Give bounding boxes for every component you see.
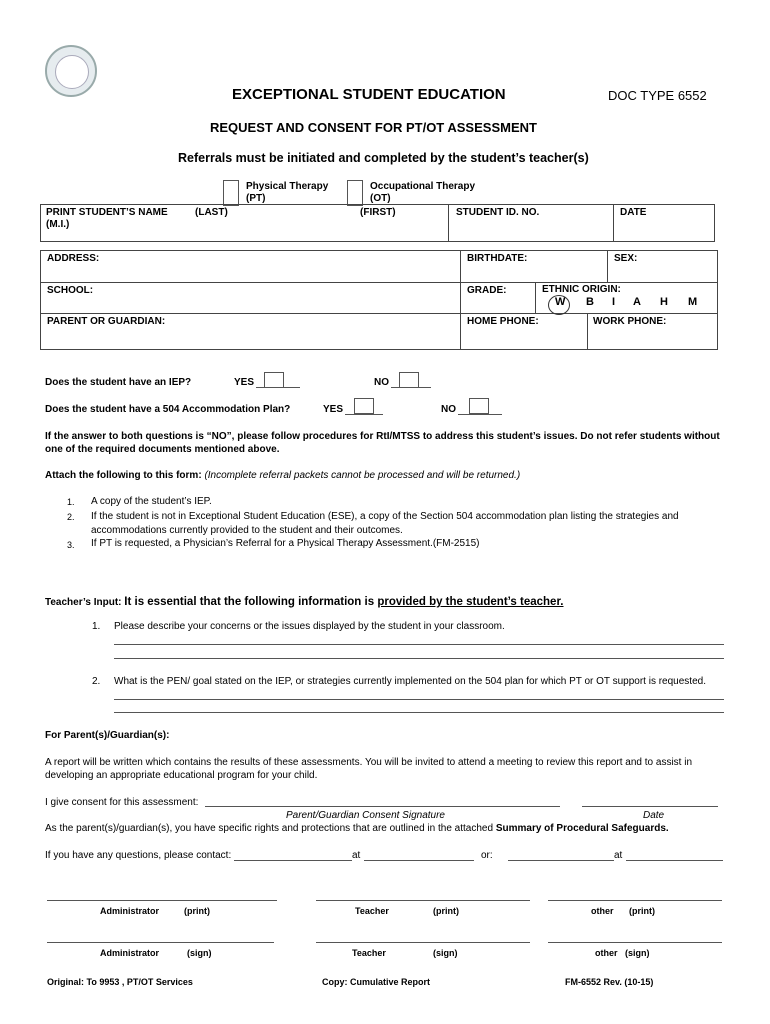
other-print-line[interactable] <box>548 900 722 901</box>
district-seal-logo <box>45 45 97 97</box>
teacher-print-qualifier: (print) <box>433 906 459 916</box>
answer-line-1b[interactable] <box>114 658 724 659</box>
answer-line-2a[interactable] <box>114 699 724 700</box>
admin-sign-line[interactable] <box>47 942 274 943</box>
teacher-input-heading: Teacher’s Input: It is essential that the following information is provided by the student’s teacher. <box>45 596 564 608</box>
ethnic-option-i[interactable]: I <box>612 296 616 308</box>
attachment-number-3: 3. <box>67 540 75 550</box>
parent-guardian-label: PARENT OR GUARDIAN: <box>47 316 166 327</box>
attachment-item-1: A copy of the student’s IEP. <box>91 496 212 507</box>
consent-date-line[interactable] <box>582 806 718 807</box>
other-print-qualifier: (print) <box>629 906 655 916</box>
attachment-number-2: 2. <box>67 512 75 522</box>
plan504-yes-checkbox[interactable] <box>354 398 374 414</box>
first-name-label: (FIRST) <box>360 207 396 218</box>
plan504-no-label: NO <box>441 404 456 415</box>
teacher-print-line[interactable] <box>316 900 530 901</box>
iep-yes-label: YES <box>234 377 255 388</box>
plan504-question: Does the student have a 504 Accommodation Plan? <box>45 404 291 415</box>
pt-label: Physical Therapy (PT) <box>246 181 329 204</box>
teacher-sign-qualifier: (sign) <box>433 948 458 958</box>
answer-line-2b[interactable] <box>114 712 724 713</box>
admin-print-line[interactable] <box>47 900 277 901</box>
ot-label: Occupational Therapy (OT) <box>370 181 476 204</box>
date-caption: Date <box>643 810 665 821</box>
contact-name-line-1[interactable] <box>234 860 352 861</box>
footer-form-number: FM-6552 Rev. (10-15) <box>565 977 654 987</box>
attach-instruction: Attach the following to this form: (Incomplete referral packets cannot be processed and will be returned.) <box>45 470 521 481</box>
iep-no-checkbox[interactable] <box>399 372 419 388</box>
contact-name-line-2[interactable] <box>508 860 614 861</box>
ethnic-option-b[interactable]: B <box>586 296 594 308</box>
last-name-label: (LAST) <box>195 207 228 218</box>
ethnic-origin-label: ETHNIC ORIGIN: <box>542 284 621 295</box>
plan504-yes-label: YES <box>323 404 344 415</box>
student-name-label: PRINT STUDENT’S NAME (M.I.) <box>46 207 168 230</box>
other-print-label: other <box>591 906 614 916</box>
admin-print-qualifier: (print) <box>184 906 210 916</box>
attachment-number-1: 1. <box>67 497 75 507</box>
teacher-question-1-number: 1. <box>92 621 101 632</box>
form-subtitle: REQUEST AND CONSENT FOR PT/OT ASSESSMENT <box>210 120 537 135</box>
footer-copy: Copy: Cumulative Report <box>322 977 431 987</box>
attachment-item-2: If the student is not in Exceptional Student Education (ESE), a copy of the Section 504 accommodation plan listing the strategies and accommodations currently provided to the student and their outcomes. <box>91 511 679 536</box>
teacher-sign-label: Teacher <box>352 948 386 958</box>
rti-warning: If the answer to both questions is “NO”, please follow procedures for RtI/MTSS to address this student’s issues. Do not refer students without one of the required documents mentioned above. <box>45 431 720 455</box>
consent-signature-line[interactable] <box>205 806 560 807</box>
attachment-item-3: If PT is requested, a Physician’s Referral for a Physical Therapy Assessment.(FM-2515) <box>91 538 480 549</box>
grade-label: GRADE: <box>467 285 507 296</box>
ot-checkbox[interactable] <box>347 180 363 206</box>
sex-label: SEX: <box>614 253 638 264</box>
contact-at-2: at <box>614 850 623 861</box>
ethnic-option-m[interactable]: M <box>688 296 698 308</box>
contact-phone-line-1[interactable] <box>364 860 474 861</box>
signature-caption: Parent/Guardian Consent Signature <box>286 810 445 821</box>
other-sign-line[interactable] <box>548 942 722 943</box>
teacher-question-1: Please describe your concerns or the issues displayed by the student in your classroom. <box>114 621 505 632</box>
iep-question: Does the student have an IEP? <box>45 377 192 388</box>
referral-note: Referrals must be initiated and completed by the student’s teacher(s) <box>178 151 589 165</box>
footer-original: Original: To 9953 , PT/OT Services <box>47 977 193 987</box>
iep-no-label: NO <box>374 377 389 388</box>
birthdate-label: BIRTHDATE: <box>467 253 528 264</box>
consent-label: I give consent for this assessment: <box>45 797 199 808</box>
teacher-question-2-number: 2. <box>92 676 101 687</box>
answer-line-1a[interactable] <box>114 644 724 645</box>
contact-phone-line-2[interactable] <box>626 860 723 861</box>
plan504-no-checkbox[interactable] <box>469 398 489 414</box>
contact-at-1: at <box>352 850 361 861</box>
admin-print-label: Administrator <box>100 906 160 916</box>
address-label: ADDRESS: <box>47 253 100 264</box>
contact-or-label: or: <box>481 850 493 861</box>
school-label: SCHOOL: <box>47 285 94 296</box>
form-title: EXCEPTIONAL STUDENT EDUCATION <box>232 86 506 103</box>
other-sign-qualifier: (sign) <box>625 948 650 958</box>
admin-sign-label: Administrator <box>100 948 160 958</box>
pt-checkbox[interactable] <box>223 180 239 206</box>
home-phone-label: HOME PHONE: <box>467 316 539 327</box>
ethnic-option-w[interactable]: W <box>555 296 566 308</box>
teacher-sign-line[interactable] <box>316 942 530 943</box>
teacher-print-label: Teacher <box>355 906 389 916</box>
teacher-question-2: What is the PEN/ goal stated on the IEP, or strategies currently implemented on the 504 plan for which PT or OT support is requested. <box>114 676 706 687</box>
doc-type: DOC TYPE 6552 <box>608 88 707 103</box>
date-label: DATE <box>620 207 647 218</box>
iep-yes-checkbox[interactable] <box>264 372 284 388</box>
parents-heading: For Parent(s)/Guardian(s): <box>45 730 170 741</box>
contact-label: If you have any questions, please contact: <box>45 850 232 861</box>
other-sign-label: other <box>595 948 618 958</box>
student-info-table <box>40 250 718 350</box>
admin-sign-qualifier: (sign) <box>187 948 212 958</box>
parents-paragraph: A report will be written which contains the results of these assessments. You will be invited to attend a meeting to review this report and to assist in developing an appropriate educational program for your child. <box>45 757 693 781</box>
student-id-label: STUDENT ID. NO. <box>456 207 540 218</box>
ethnic-option-a[interactable]: A <box>633 296 641 308</box>
rights-statement: As the parent(s)/guardian(s), you have specific rights and protections that are outlined in the attached Summary of Procedural Safeguards. <box>45 823 669 834</box>
ethnic-option-h[interactable]: H <box>660 296 668 308</box>
work-phone-label: WORK PHONE: <box>593 316 667 327</box>
